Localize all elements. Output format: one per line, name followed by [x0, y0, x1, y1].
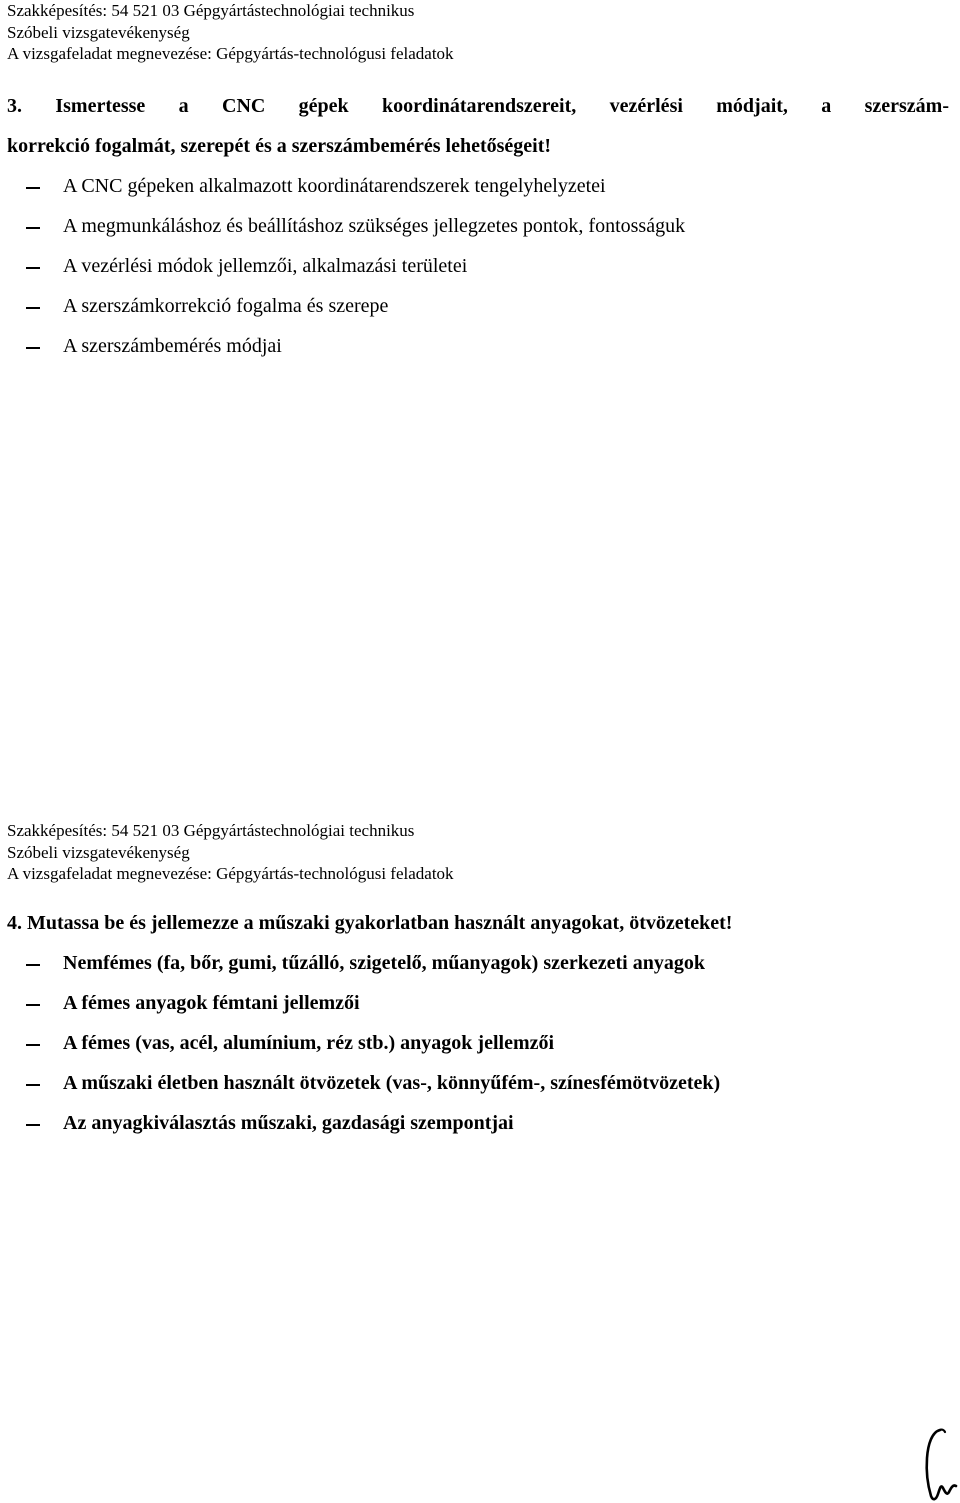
- question-3-title-line1: 3. Ismertesse a CNC gépek koordinátarendszereit, vezérlési módjait, a szerszám-: [7, 95, 949, 117]
- dash-bullet-icon: [26, 1004, 40, 1006]
- page-header: [7, 820, 454, 885]
- list-item-text: A fémes anyagok fémtani jellemzői: [63, 992, 360, 1014]
- list-item-text: A vezérlési módok jellemzői, alkalmazási területei: [63, 255, 468, 277]
- header-task-name: A vizsgafeladat megnevezése: Gépgyártás-technológusi feladatok: [7, 864, 454, 883]
- dash-bullet-icon: [26, 347, 40, 349]
- dash-bullet-icon: [26, 227, 40, 229]
- handwritten-signature: [918, 1426, 958, 1503]
- dash-bullet-icon: [26, 1044, 40, 1046]
- header-exam-activity: Szóbeli vizsgatevékenység: [7, 22, 190, 42]
- question-4-title: 4. Mutassa be és jellemezze a műszaki gyakorlatban használt anyagokat, ötvözeteket!: [7, 912, 733, 934]
- list-item-text: A műszaki életben használt ötvözetek (vas-, könnyűfém-, színesfémötvözetek): [63, 1072, 721, 1094]
- dash-bullet-icon: [26, 187, 40, 189]
- dash-bullet-icon: [26, 1084, 40, 1086]
- dash-bullet-icon: [26, 1124, 40, 1126]
- list-item-text: A szerszámkorrekció fogalma és szerepe: [63, 295, 389, 317]
- list-item-text: A szerszámbemérés módjai: [63, 335, 282, 357]
- list-item-text: A CNC gépeken alkalmazott koordinátarendszerek tengelyhelyzetei: [63, 175, 606, 197]
- header-qualification: Szakképesítés: 54 521 03 Gépgyártástechnológiai technikus: [7, 821, 415, 840]
- dash-bullet-icon: [26, 267, 40, 269]
- header-task-name: A vizsgafeladat megnevezése: Gépgyártás-technológusi feladatok: [7, 44, 454, 63]
- header-qualification: Szakképesítés: 54 521 03 Gépgyártástechnológiai technikus: [7, 1, 415, 20]
- dash-bullet-icon: [26, 964, 40, 966]
- page-header: [7, 0, 454, 65]
- dash-bullet-icon: [26, 307, 40, 309]
- list-item-text: Az anyagkiválasztás műszaki, gazdasági szempontjai: [63, 1112, 514, 1134]
- question-3-title-line2: korrekció fogalmát, szerepét és a szerszámbemérés lehetőségeit!: [7, 135, 552, 157]
- list-item-text: A megmunkáláshoz és beállításhoz szükséges jellegzetes pontok, fontosságuk: [63, 215, 686, 237]
- list-item-text: A fémes (vas, acél, alumínium, réz stb.) anyagok jellemzői: [63, 1032, 555, 1054]
- list-item-text: Nemfémes (fa, bőr, gumi, tűzálló, szigetelő, műanyagok) szerkezeti anyagok: [63, 952, 705, 974]
- header-exam-activity: Szóbeli vizsgatevékenység: [7, 842, 190, 862]
